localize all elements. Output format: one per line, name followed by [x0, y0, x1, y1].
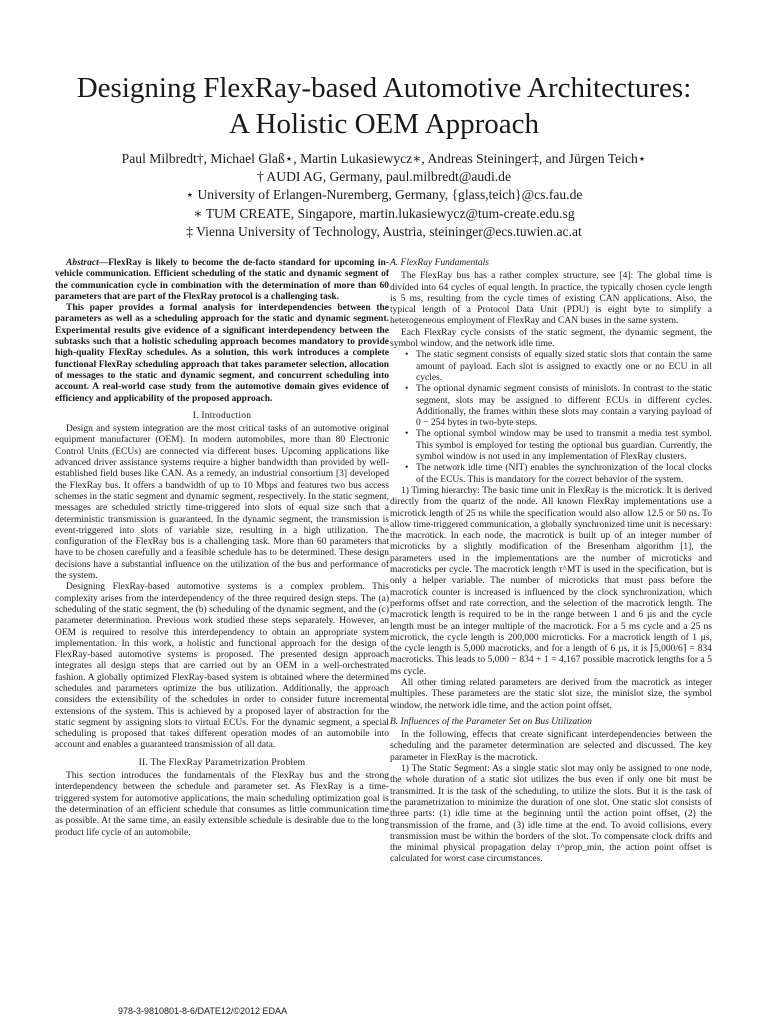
timing-hierarchy-paragraph: 1) Timing hierarchy: The basic time unit in FlexRay is the microtick. It is derived directly from the quartz of the node. All known FlexRay implementations use a microtick length of 25 ns while the specification would also allow 12.5 or 50 ns. To allow time-triggered communication, a globally synchronized time unit is necessary: the macrotick. In each node, the macrotick is built up of an integer number of microticks by a slightly modification of the Bresenham algorithm [1], the parameters used in the implementations are the number of microticks and macroticks per cycle. The macrotick length τ^MT is used in the specification, but is only a helper variable. The number of microticks that must pass before the macrotick counter is increased is influenced by the clock synchronization, which performs offset and rate correction, and the selection of the macrotick length. The macrotick length is required to be in the range between 1 and 6 µs and the cycle length must be an integer multiple of the macrotick. For a 5 ms cycle and a 25 ns microtick, the cycle length is 200,000 microticks. For a macrotick length of 1 µs, the cycle length is 5,000 macroticks, and for a length of 6 µs, it is ⌈5,000/6⌉ = 834 macroticks. This leads to 5,000 − 834 + 1 = 4,167 possible macrotick lengths for a 5 ms cycle.: [390, 485, 712, 677]
abstract-paragraph-1: [55, 258, 389, 303]
author-block: [0, 150, 768, 241]
title-line-2: A Holistic OEM Approach: [228, 108, 540, 140]
affiliation-tum-create: ∗ TUM CREATE, Singapore, martin.lukasiewycz@tum-create.edu.sg: [193, 205, 575, 221]
bullet-icon: •: [405, 350, 409, 361]
subsection-heading-fundamentals: A. FlexRay Fundamentals: [390, 258, 489, 268]
affiliation-vienna: ‡ Vienna University of Technology, Austria, steininger@ecs.tuwien.ac.at: [186, 223, 582, 239]
subsection-heading-influences: B. Influences of the Parameter Set on Bus Utilization: [390, 716, 592, 727]
list-item: [405, 384, 712, 429]
fundamentals-paragraph-1: The FlexRay bus has a rather complex structure, see [4]: The global time is divided into 64 cycles of equal length. In practice, the typically chosen cycle length is 5 ms, resulting from the cycle times of existing CAN applications. Also, the typical length of a Protocol Data Unit (PDU) is eight byte to simplify a heterogeneous employment of FlexRay and CAN buses in the same system.: [390, 271, 712, 327]
timing-derived-paragraph: All other timing related parameters are derived from the macrotick as integer multiples. These parameters are the static slot size, the minislot size, the symbol window, the network idle time, and the action point offset.: [390, 677, 712, 711]
title-line-1: Designing FlexRay-based Automotive Architectures:: [76, 72, 692, 104]
bullet-icon: •: [405, 384, 409, 395]
list-item: [405, 350, 712, 384]
bullet-text-static-segment: The static segment consists of equally sized static slots that contain the same amount of payload. Each slot is assigned to exactly one or no ECU in all cycles.: [416, 350, 712, 383]
abstract-text-1: —FlexRay is likely to become the de-facto standard for upcoming in-vehicle communication. Efficient scheduling of the static and dynamic segment of the communication cycle in combination with the determination of more than 60 parameters that are part of the FlexRay protocol is a challenging task.: [55, 258, 389, 302]
intro-paragraph-2: Designing FlexRay-based automotive systems is a complex problem. This complexity arises from the interdependency of the three required design steps. The (a) scheduling of the static segment, the (b) scheduling of the dynamic segment, and the (c) parameter determination. Previous work studied these steps separately. However, an OEM is required to resolve this interdependency to obtain an appropriate system implementation. In this work, a holistic and functional approach for the design of FlexRay-based automotive systems is proposed. The presented design approach integrates all design steps that are carried out by an OEM in a well-orchestrated fashion. A globally optimized FlexRay-based system is obtained where the determined schedules and parameters optimize the bus utilization. Additionally, the approach considers the extensibility of the schedules in order to consider future incremental extensions of the system. This is achieved by a proposed layer of abstraction for the static segment by assigning slots to virtual ECUs. For the dynamic segment, a special scheduling is proposed that takes different operation modes of an automobile into account and enables a guaranteed transmission of all data.: [55, 582, 389, 751]
static-segment-paragraph: 1) The Static Segment: As a single static slot may only be assigned to one node, the whole duration of a static slot utilizes the bus even if only one bit must be transmitted. It is the task of the scheduling, to utilize the slots. But it is the task of the parametrization to minimize the duration of one slot. One static slot consists of three parts: (1) idle time at the beginning until the action point offset, (2) the transmission of the frame, and (3) idle time at the end. To avoid collisions, every transmission must be within the borders of the slot. To compensate clock drifts and the minimal physical propagation delay τ^prop_min, the action point offset is calculated for worst case circumstances.: [390, 764, 712, 865]
influences-paragraph-1: In the following, effects that create significant interdependencies between the scheduling and the parameter determination are selected and discussed. The key parameter in FlexRay is the macrotick.: [390, 730, 712, 763]
list-item: [405, 429, 712, 463]
right-column: [390, 258, 712, 866]
intro-paragraph-1: Design and system integration are the most critical tasks of an automotive original equipment manufacturer (OEM). In modern automobiles, more than 80 Electronic Control Units (ECUs) are connected via different buses. Upcoming applications like advanced driver assistance systems require a higher bandwidth than provided by well-established field buses like CAN. As a remedy, an industrial consortium [3] developed the FlexRay bus. It offers a bandwidth of up to 10 Mbps and features two bus access schemes in the static segment and dynamic segment, respectively. In the static segment, messages are scheduled strictly time-triggered into slots of equal size such that a deterministic transmission is guaranteed. In the dynamic segment, the transmission is event-triggered into slots of variable size, resulting in a high utilization. The configuration of the FlexRay bus is a challenging task. More than 60 parameters that have to be chosen carefully and a feasible schedule has to be determined. These design decisions have a substantial influence on the utilization of the bus and performance of the system.: [55, 424, 389, 582]
abstract-label: Abstract: [66, 258, 99, 268]
list-item: [405, 463, 712, 486]
fundamentals-paragraph-2: Each FlexRay cycle consists of the static segment, the dynamic segment, the symbol window, and the network idle time.: [390, 327, 712, 350]
abstract-paragraph-2: This paper provides a formal analysis for interdependencies between the parameters as well as a scheduling approach for the static and dynamic segment. Experimental results give evidence of a significant interdependency between the subtasks such that a holistic scheduling approach becomes mandatory to provide high-quality FlexRay schedules. As a solution, this work introduces a complete functional FlexRay scheduling approach that takes parameter selection, allocation of messages to the static and dynamic segment, and concurrent scheduling into account. A real-world case study from the automotive domain gives evidence of efficiency and applicability of the proposed approach.: [55, 303, 389, 404]
bullet-text-network-idle-time: The network idle time (NIT) enables the synchronization of the local clocks of the ECUs. This is mandatory for the correct behavior of the system.: [416, 463, 712, 485]
affiliation-erlangen: ⋆ University of Erlangen-Nuremberg, Germany, {glass,teich}@cs.fau.de: [185, 187, 583, 203]
affiliation-audi: † AUDI AG, Germany, paul.milbredt@audi.de: [256, 169, 511, 185]
bullet-icon: •: [405, 429, 409, 440]
bullet-text-dynamic-segment: The optional dynamic segment consists of minislots. In contrast to the static segment, slots may be assigned to different ECUs in different cycles. Additionally, the frames within these slots may contain a varying payload of 0 − 254 bytes in two-byte steps.: [416, 384, 712, 429]
bullet-text-symbol-window: The optional symbol window may be used to transmit a media test symbol. This symbol is employed for testing the optional bus guardian. Currently, the symbol window is not used in any implementation of FlexRay clusters.: [416, 429, 712, 463]
bullet-icon: •: [405, 463, 409, 474]
section2-paragraph-1: This section introduces the fundamentals of the FlexRay bus and the strong interdependency between the schedule and parameter set. As FlexRay is a time-triggered system for automotive applications, the main scheduling optimization goal is the determination of an efficient schedule that consumes as little communication time as possible. At the same time, an easily extensible schedule is desirable due to the long product life cycle of an automobile.: [55, 771, 389, 838]
left-column: [55, 258, 389, 839]
copyright-footer: 978-3-9810801-8-6/DATE12/©2012 EDAA: [118, 1006, 288, 1016]
section-heading-introduction: I. Introduction: [192, 409, 252, 421]
author-names: Paul Milbredt†, Michael Glaß⋆, Martin Lukasiewycz∗, Andreas Steininger‡, and Jürgen Teich⋆: [121, 151, 647, 166]
paper-title: [0, 70, 768, 142]
segment-bullet-list: [390, 350, 712, 486]
section-heading-parametrization: II. The FlexRay Parametrization Problem: [138, 756, 306, 768]
